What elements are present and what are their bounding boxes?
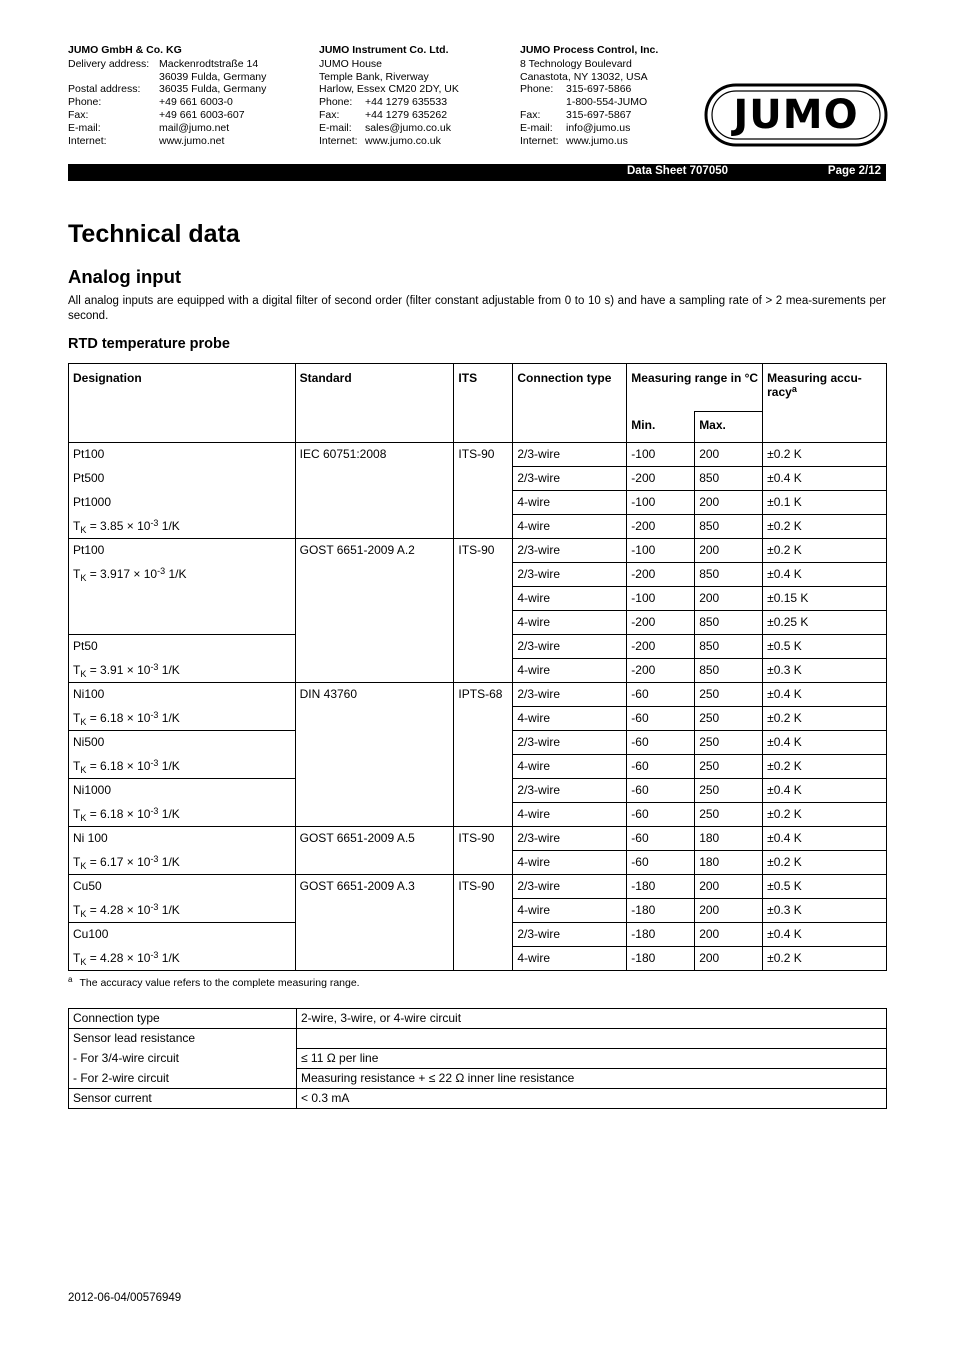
tk-coefficient-part: 6.18	[100, 806, 124, 821]
address-value: 36039 Fulda, Germany	[159, 70, 267, 83]
property-cell: - For 2-wire circuit	[69, 1069, 297, 1089]
max-cell: 850	[695, 611, 763, 635]
tk-coefficient-part: 1/K	[158, 902, 180, 917]
min-cell: -180	[627, 947, 695, 971]
tk-coefficient-part: 1/K	[158, 806, 180, 821]
tk-coefficient-part: K	[80, 860, 87, 871]
max-cell: 200	[695, 443, 763, 467]
standard-cell: GOST 6651-2009 A.3	[295, 875, 454, 971]
address-value: 315-697-5867	[566, 108, 632, 121]
connection-cell: 2/3-wire	[513, 467, 627, 491]
min-cell: -200	[627, 467, 695, 491]
address-line	[68, 83, 266, 96]
address-value: +49 661 6003-607	[159, 108, 245, 121]
tk-coefficient-part: 1/K	[158, 662, 180, 677]
address-label: Fax:	[319, 108, 340, 121]
address-value: www.jumo.net	[159, 134, 225, 147]
address-label: Delivery address:	[68, 57, 150, 70]
address-label: E-mail:	[319, 121, 352, 134]
tk-coefficient-part: =	[86, 518, 101, 533]
max-cell: 200	[695, 587, 763, 611]
connection-cell: 2/3-wire	[513, 683, 627, 707]
company-name: JUMO Process Control, Inc.	[520, 44, 659, 56]
tk-coefficient-part: =	[86, 662, 101, 677]
min-cell: -60	[627, 827, 695, 851]
connection-cell: 4-wire	[513, 659, 627, 683]
min-cell: -180	[627, 899, 695, 923]
tk-coefficient-part: -3	[150, 709, 159, 720]
accuracy-cell: ±0.15 K	[763, 587, 887, 611]
designation-cell	[69, 707, 296, 731]
address-label: Postal address:	[68, 83, 141, 96]
tk-coefficient-part: 1/K	[165, 566, 187, 581]
company-name: JUMO GmbH & Co. KG	[68, 44, 182, 56]
accuracy-cell: ±0.2 K	[763, 515, 887, 539]
address-text: 8 Technology Boulevard	[520, 57, 632, 70]
page-title: Technical data	[68, 220, 240, 248]
min-cell: -60	[627, 755, 695, 779]
designation-cell: Pt1000	[69, 491, 296, 515]
max-cell: 200	[695, 923, 763, 947]
address-value: +49 661 6003-0	[159, 96, 233, 109]
standard-cell: IEC 60751:2008	[295, 443, 454, 539]
tk-coefficient-part: =	[86, 854, 101, 869]
property-cell: Sensor lead resistance	[69, 1029, 297, 1049]
connection-cell: 2/3-wire	[513, 779, 627, 803]
accuracy-cell: ±0.1 K	[763, 491, 887, 515]
address-line	[520, 109, 658, 122]
min-cell: -180	[627, 875, 695, 899]
table-row	[69, 443, 887, 467]
tk-coefficient-part: K	[80, 908, 87, 919]
table-row	[69, 539, 887, 563]
accuracy-cell: ±0.2 K	[763, 851, 887, 875]
address-label: Phone:	[520, 83, 554, 96]
designation-cell: Pt100	[69, 539, 296, 563]
designation-cell: Pt50	[69, 635, 296, 659]
section-heading: Analog input	[68, 266, 182, 287]
min-cell: -200	[627, 659, 695, 683]
connection-cell: 2/3-wire	[513, 443, 627, 467]
logo-text: JUMO	[733, 92, 859, 138]
connection-cell: 2/3-wire	[513, 827, 627, 851]
min-cell: -100	[627, 539, 695, 563]
tk-coefficient-part: -3	[150, 853, 159, 864]
address-line	[520, 135, 658, 148]
tk-coefficient-part: × 10	[123, 518, 151, 533]
address-label: Internet:	[68, 134, 107, 147]
connection-cell: 4-wire	[513, 851, 627, 875]
designation-cell: Cu50	[69, 875, 296, 899]
designation-cell: Ni 100	[69, 827, 296, 851]
company-name: JUMO Instrument Co. Ltd.	[319, 44, 449, 56]
max-cell: 850	[695, 635, 763, 659]
tk-coefficient-part: =	[86, 950, 101, 965]
address-text: Temple Bank, Riverway	[319, 70, 429, 83]
tk-coefficient-part: 1/K	[158, 518, 180, 533]
header-its: ITS	[454, 364, 513, 443]
tk-coefficient-part: 3.917	[100, 566, 131, 581]
tk-coefficient-part: K	[80, 524, 87, 535]
header-measuring-range: Measuring range in °C	[627, 364, 763, 412]
table-row	[69, 683, 887, 707]
connection-cell: 2/3-wire	[513, 875, 627, 899]
tk-coefficient-part: T	[73, 806, 81, 821]
header-designation: Designation	[69, 364, 296, 443]
accuracy-cell: ±0.4 K	[763, 779, 887, 803]
footnote-mark: a	[68, 975, 73, 984]
min-cell: -60	[627, 683, 695, 707]
tk-coefficient-part: T	[73, 902, 81, 917]
company-address-usa	[520, 44, 658, 147]
max-cell: 250	[695, 683, 763, 707]
tk-coefficient-part: -3	[150, 661, 159, 672]
designation-cell: Pt100	[69, 443, 296, 467]
address-value: +44 1279 635533	[365, 96, 448, 109]
address-line	[319, 58, 459, 71]
tk-coefficient-part: -3	[150, 517, 159, 528]
header-standard: Standard	[295, 364, 454, 443]
tk-coefficient-part: 1/K	[158, 854, 180, 869]
address-value: www.jumo.co.uk	[365, 134, 441, 147]
connection-cell: 2/3-wire	[513, 635, 627, 659]
tk-coefficient-part: T	[73, 518, 81, 533]
value-cell: Measuring resistance + ≤ 22 Ω inner line resistance	[297, 1069, 887, 1089]
address-line	[68, 96, 266, 109]
designation-cell	[69, 851, 296, 875]
accuracy-cell: ±0.25 K	[763, 611, 887, 635]
max-cell: 250	[695, 707, 763, 731]
connection-cell: 2/3-wire	[513, 539, 627, 563]
table-row	[69, 827, 887, 851]
tk-coefficient-part: T	[73, 662, 81, 677]
table-row	[69, 1009, 887, 1029]
tk-coefficient-part: T	[73, 566, 81, 581]
address-value: Mackenrodtstraße 14	[159, 57, 259, 70]
tk-coefficient-part: × 10	[123, 662, 151, 677]
its-cell: IPTS-68	[454, 683, 513, 827]
property-cell: Connection type	[69, 1009, 297, 1029]
header-accuracy-text: Measuring accu-racy	[767, 371, 862, 399]
its-cell: ITS-90	[454, 827, 513, 875]
tk-coefficient-part: =	[86, 902, 101, 917]
address-value: 36035 Fulda, Germany	[159, 83, 267, 96]
accuracy-cell: ±0.2 K	[763, 803, 887, 827]
accuracy-cell: ±0.2 K	[763, 947, 887, 971]
header-min: Min.	[627, 412, 695, 443]
connection-cell: 2/3-wire	[513, 563, 627, 587]
standard-cell: GOST 6651-2009 A.2	[295, 539, 454, 683]
accuracy-cell: ±0.3 K	[763, 659, 887, 683]
value-cell	[297, 1029, 887, 1049]
address-value: +44 1279 635262	[365, 108, 448, 121]
tk-coefficient-part: K	[80, 764, 87, 775]
address-line	[319, 109, 459, 122]
address-value: 315-697-5866	[566, 83, 632, 96]
value-cell: ≤ 11 Ω per line	[297, 1049, 887, 1069]
connection-cell: 4-wire	[513, 803, 627, 827]
tk-coefficient-part: × 10	[130, 566, 158, 581]
designation-cell	[69, 659, 296, 683]
tk-coefficient-part: × 10	[123, 806, 151, 821]
designation-cell	[69, 803, 296, 827]
accuracy-cell: ±0.2 K	[763, 755, 887, 779]
address-line	[319, 135, 459, 148]
max-cell: 200	[695, 899, 763, 923]
table-row	[69, 1029, 887, 1049]
accuracy-cell: ±0.2 K	[763, 707, 887, 731]
accuracy-cell: ±0.5 K	[763, 875, 887, 899]
address-label	[520, 96, 566, 109]
address-line	[319, 71, 459, 84]
designation-cell	[69, 611, 296, 635]
address-line	[520, 58, 658, 71]
designation-cell	[69, 515, 296, 539]
tk-coefficient-part: 4.28	[100, 950, 124, 965]
address-label: E-mail:	[520, 121, 553, 134]
header-connection-type: Connection type	[513, 364, 627, 443]
designation-cell: Ni1000	[69, 779, 296, 803]
connection-cell: 4-wire	[513, 707, 627, 731]
min-cell: -60	[627, 779, 695, 803]
min-cell: -60	[627, 707, 695, 731]
header-max: Max.	[695, 412, 763, 443]
footnote	[68, 977, 360, 989]
accuracy-cell: ±0.4 K	[763, 731, 887, 755]
tk-coefficient-part: =	[86, 758, 101, 773]
min-cell: -60	[627, 851, 695, 875]
min-cell: -100	[627, 443, 695, 467]
its-cell: ITS-90	[454, 539, 513, 683]
min-cell: -60	[627, 731, 695, 755]
tk-coefficient-part: × 10	[123, 758, 151, 773]
designation-cell	[69, 899, 296, 923]
address-label: Internet:	[520, 134, 559, 147]
page-number: Page 2/12	[827, 165, 881, 177]
max-cell: 180	[695, 851, 763, 875]
address-line	[319, 122, 459, 135]
min-cell: -180	[627, 923, 695, 947]
accuracy-cell: ±0.4 K	[763, 923, 887, 947]
datasheet-number: Data Sheet 707050	[627, 165, 729, 177]
jumo-logo	[704, 83, 888, 147]
tk-coefficient-part: K	[80, 812, 87, 823]
address-value: info@jumo.us	[566, 121, 631, 134]
tk-coefficient-part: × 10	[123, 902, 151, 917]
connection-cell: 4-wire	[513, 515, 627, 539]
address-label: Internet:	[319, 134, 358, 147]
connection-cell: 4-wire	[513, 587, 627, 611]
accuracy-cell: ±0.4 K	[763, 467, 887, 491]
tk-coefficient-part: 6.18	[100, 710, 124, 725]
tk-coefficient-part: -3	[150, 805, 159, 816]
max-cell: 200	[695, 491, 763, 515]
min-cell: -200	[627, 515, 695, 539]
subsection-heading: RTD temperature probe	[68, 336, 230, 352]
address-label: Fax:	[520, 108, 541, 121]
address-label	[68, 71, 159, 84]
max-cell: 850	[695, 563, 763, 587]
header-bar	[68, 164, 886, 181]
standard-cell: GOST 6651-2009 A.5	[295, 827, 454, 875]
tk-coefficient-part: 1/K	[158, 710, 180, 725]
address-label: Phone:	[68, 96, 102, 109]
tk-coefficient-part: =	[86, 806, 101, 821]
address-text: JUMO House	[319, 57, 383, 70]
address-line	[68, 58, 266, 71]
address-value: www.jumo.us	[566, 134, 628, 147]
connection-cell: 4-wire	[513, 491, 627, 515]
tk-coefficient-part: T	[73, 710, 81, 725]
connection-cell: 4-wire	[513, 899, 627, 923]
address-label: E-mail:	[68, 121, 101, 134]
tk-coefficient-part: × 10	[123, 950, 151, 965]
footnote-text: The accuracy value refers to the complete measuring range.	[79, 977, 360, 989]
value-cell: < 0.3 mA	[297, 1089, 887, 1109]
address-line	[520, 83, 658, 96]
accuracy-cell: ±0.4 K	[763, 563, 887, 587]
min-cell: -200	[627, 635, 695, 659]
header-accuracy	[763, 364, 887, 443]
designation-cell: Ni100	[69, 683, 296, 707]
accuracy-cell: ±0.5 K	[763, 635, 887, 659]
connection-cell: 4-wire	[513, 755, 627, 779]
document-id: 2012-06-04/00576949	[68, 1292, 182, 1304]
address-line	[520, 122, 658, 135]
max-cell: 200	[695, 539, 763, 563]
tk-coefficient-part: K	[80, 716, 87, 727]
accuracy-cell: ±0.4 K	[763, 827, 887, 851]
designation-cell	[69, 563, 296, 587]
connection-cell: 2/3-wire	[513, 731, 627, 755]
max-cell: 850	[695, 659, 763, 683]
its-cell: ITS-90	[454, 875, 513, 971]
designation-cell	[69, 755, 296, 779]
tk-coefficient-part: × 10	[123, 854, 151, 869]
max-cell: 250	[695, 731, 763, 755]
tk-coefficient-part: =	[86, 710, 101, 725]
max-cell: 200	[695, 947, 763, 971]
connection-cell: 4-wire	[513, 947, 627, 971]
min-cell: -100	[627, 587, 695, 611]
table-row	[69, 875, 887, 899]
tk-coefficient-part: -3	[150, 757, 159, 768]
intro-paragraph: All analog inputs are equipped with a digital filter of second order (filter constant adjustable from 0 to 10 s) and have a sampling rate of > 2 mea-surements per second.	[68, 295, 886, 322]
tk-coefficient-part: K	[80, 668, 87, 679]
address-text: Canastota, NY 13032, USA	[520, 70, 648, 83]
designation-cell	[69, 947, 296, 971]
accuracy-cell: ±0.3 K	[763, 899, 887, 923]
accuracy-cell: ±0.2 K	[763, 539, 887, 563]
max-cell: 180	[695, 827, 763, 851]
connection-table	[68, 1008, 887, 1109]
min-cell: -60	[627, 803, 695, 827]
max-cell: 850	[695, 467, 763, 491]
tk-coefficient-part: T	[73, 854, 81, 869]
address-value: 1-800-554-JUMO	[566, 96, 648, 109]
max-cell: 250	[695, 803, 763, 827]
designation-cell: Cu100	[69, 923, 296, 947]
max-cell: 250	[695, 755, 763, 779]
address-line	[319, 96, 459, 109]
connection-cell: 4-wire	[513, 611, 627, 635]
property-cell: Sensor current	[69, 1089, 297, 1109]
max-cell: 850	[695, 515, 763, 539]
min-cell: -200	[627, 611, 695, 635]
tk-coefficient-part: 6.18	[100, 758, 124, 773]
address-label: Fax:	[68, 108, 89, 121]
tk-coefficient-part: -3	[150, 949, 159, 960]
address-line	[319, 83, 459, 96]
property-cell: - For 3/4-wire circuit	[69, 1049, 297, 1069]
rtd-table	[68, 363, 887, 971]
max-cell: 250	[695, 779, 763, 803]
address-value: mail@jumo.net	[159, 121, 230, 134]
tk-coefficient-part: T	[73, 950, 81, 965]
table-row	[69, 1069, 887, 1089]
min-cell: -200	[627, 563, 695, 587]
tk-coefficient-part: =	[86, 566, 101, 581]
value-cell: 2-wire, 3-wire, or 4-wire circuit	[297, 1009, 887, 1029]
min-cell: -100	[627, 491, 695, 515]
tk-coefficient-part: 1/K	[158, 758, 180, 773]
tk-coefficient-part: 3.85	[100, 518, 124, 533]
connection-cell: 2/3-wire	[513, 923, 627, 947]
address-line	[68, 135, 266, 148]
company-address-uk	[319, 44, 459, 147]
address-line	[68, 122, 266, 135]
accuracy-cell: ±0.2 K	[763, 443, 887, 467]
designation-cell: Pt500	[69, 467, 296, 491]
tk-coefficient-part: × 10	[123, 710, 151, 725]
its-cell: ITS-90	[454, 443, 513, 539]
address-text: Harlow, Essex CM20 2DY, UK	[319, 83, 459, 96]
tk-coefficient-part: T	[73, 758, 81, 773]
rtd-table-body	[69, 443, 887, 971]
address-line	[68, 71, 266, 84]
tk-coefficient-part: K	[80, 956, 87, 967]
tk-coefficient-part: 6.17	[100, 854, 124, 869]
accuracy-cell: ±0.4 K	[763, 683, 887, 707]
tk-coefficient-part: -3	[150, 901, 159, 912]
address-value: sales@jumo.co.uk	[365, 121, 451, 134]
address-label: Phone:	[319, 96, 353, 109]
standard-cell: DIN 43760	[295, 683, 454, 827]
max-cell: 200	[695, 875, 763, 899]
address-line	[520, 96, 658, 109]
table-row	[69, 1089, 887, 1109]
tk-coefficient-part: 4.28	[100, 902, 124, 917]
company-address-germany	[68, 44, 266, 147]
table-row	[69, 1049, 887, 1069]
tk-coefficient-part: -3	[157, 565, 166, 576]
designation-cell	[69, 587, 296, 611]
address-line	[520, 71, 658, 84]
designation-cell: Ni500	[69, 731, 296, 755]
footnote-mark: a	[791, 384, 797, 394]
tk-coefficient-part: 3.91	[100, 662, 124, 677]
address-line	[68, 109, 266, 122]
tk-coefficient-part: 1/K	[158, 950, 180, 965]
tk-coefficient-part: K	[80, 572, 87, 583]
